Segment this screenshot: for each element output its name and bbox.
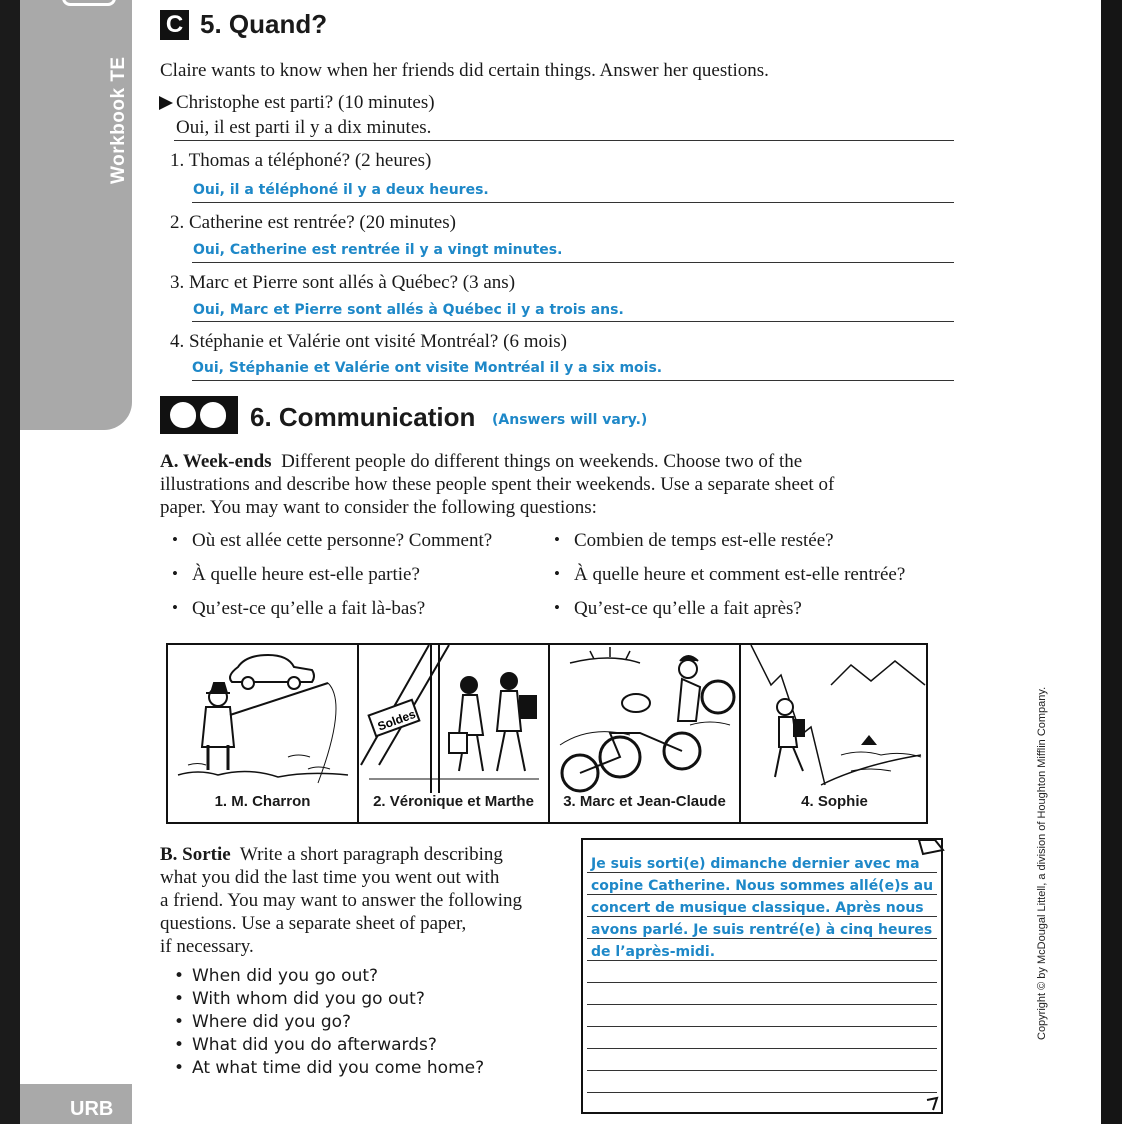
- part-b-paragraph: [160, 843, 503, 866]
- part-a-paragraph: [160, 451, 802, 473]
- answer-line: [192, 380, 954, 381]
- written-answer-line: Je suis sorti(e) dimanche dernier avec ma: [591, 856, 920, 872]
- example-question: Christophe est parti? (10 minutes): [176, 92, 435, 113]
- part-a-line: illustrations and describe how these people spent their weekends. Use a separate sheet of: [160, 474, 835, 495]
- answer-notepad: [581, 838, 943, 1114]
- panel-shopping: [359, 645, 550, 822]
- sortie-question: • When did you go out?: [192, 966, 378, 986]
- answer-line: [192, 202, 954, 203]
- side-tab-label: Workbook TE: [108, 56, 129, 184]
- page-fold-icon: [925, 1096, 939, 1112]
- answer-4: Oui, Stéphanie et Valérie ont visite Montréal il y a six mois.: [192, 360, 663, 376]
- page-edge: [1101, 0, 1122, 1124]
- panel-caption: 1. M. Charron: [214, 793, 311, 810]
- answers-vary-note: (Answers will vary.): [492, 412, 648, 428]
- example-arrow-icon: [158, 95, 174, 111]
- part-b-line: Write a short paragraph describing: [239, 844, 503, 865]
- page-curl-icon: [917, 838, 945, 858]
- panel-caption: 4. Sophie: [801, 793, 868, 810]
- written-answer-line: copine Catherine. Nous sommes allé(e)s au: [591, 878, 934, 894]
- sortie-question: • At what time did you come home?: [192, 1058, 484, 1078]
- cycling-illustration: [550, 645, 739, 793]
- sortie-question: • Where did you go?: [192, 1012, 351, 1032]
- consider-question: • Où est allée cette personne? Comment?: [192, 530, 492, 552]
- part-a-heading: A. Week-ends: [160, 451, 272, 472]
- copyright-notice: Copyright © by McDougal Littell, a division of Houghton Mifflin Company.: [1036, 686, 1048, 1040]
- workbook-page: [20, 0, 1101, 1124]
- soldes-sign: Soldes: [375, 706, 418, 734]
- section6-title: 6. Communication: [250, 402, 476, 432]
- answer-2: Oui, Catherine est rentrée il y a vingt minutes.: [193, 242, 563, 258]
- answer-line: [192, 321, 954, 322]
- panel-hiking: [741, 645, 928, 822]
- answer-line: [192, 262, 954, 263]
- consider-question: • Combien de temps est-elle restée?: [574, 530, 834, 552]
- hiking-illustration: [741, 645, 928, 793]
- part-b-line: questions. Use a separate sheet of paper,: [160, 913, 467, 934]
- panel-caption: 3. Marc et Jean-Claude: [563, 793, 726, 810]
- speaking-heads-icon: [160, 396, 238, 434]
- part-b-line: what you did the last time you went out with: [160, 867, 500, 888]
- consider-question: • Qu’est-ce qu’elle a fait là-bas?: [192, 598, 425, 620]
- written-answer-line: de l’après-midi.: [591, 944, 716, 960]
- part-a-line: paper. You may want to consider the following questions:: [160, 497, 597, 518]
- sortie-question: • What did you do afterwards?: [192, 1035, 437, 1055]
- illustration-strip: [166, 643, 928, 824]
- answer-1: Oui, il a téléphoné il y a deux heures.: [193, 182, 489, 198]
- panel-fishing: [168, 645, 359, 822]
- consider-question: • À quelle heure et comment est-elle rentrée?: [574, 564, 905, 586]
- consider-question: • À quelle heure est-elle partie?: [192, 564, 420, 586]
- part-b-line: a friend. You may want to answer the following: [160, 890, 522, 911]
- tab-mark-icon: [62, 0, 116, 6]
- consider-question: • Qu’est-ce qu’elle a fait après?: [574, 598, 802, 620]
- example-answer: Oui, il est parti il y a dix minutes.: [176, 117, 432, 138]
- sortie-question: • With whom did you go out?: [192, 989, 425, 1009]
- part-b-line: if necessary.: [160, 936, 254, 957]
- part-a-line: Different people do different things on weekends. Choose two of the: [281, 451, 803, 472]
- section5-title: 5. Quand?: [200, 9, 328, 39]
- section5-instructions: Claire wants to know when her friends did certain things. Answer her questions.: [160, 60, 769, 81]
- written-answer-line: avons parlé. Je suis rentré(e) à cinq heures: [591, 922, 933, 938]
- written-answer-line: concert de musique classique. Après nous: [591, 900, 924, 916]
- question-4: 4. Stéphanie et Valérie ont visité Montréal? (6 mois): [170, 331, 567, 352]
- answer-3: Oui, Marc et Pierre sont allés à Québec il y a trois ans.: [193, 302, 624, 318]
- shopping-illustration: [359, 645, 548, 793]
- panel-caption: 2. Véronique et Marthe: [373, 793, 534, 810]
- question-2: 2. Catherine est rentrée? (20 minutes): [170, 212, 456, 233]
- question-3: 3. Marc et Pierre sont allés à Québec? (3 ans): [170, 272, 516, 293]
- question-1: 1. Thomas a téléphoné? (2 heures): [170, 150, 432, 171]
- urb-label: URB: [20, 1084, 132, 1124]
- panel-cycling: [550, 645, 741, 822]
- section-letter-badge: C: [160, 10, 189, 40]
- side-tab: [20, 0, 132, 430]
- part-b-heading: B. Sortie: [160, 844, 231, 865]
- answer-line: [174, 140, 954, 141]
- fishing-illustration: [168, 645, 357, 793]
